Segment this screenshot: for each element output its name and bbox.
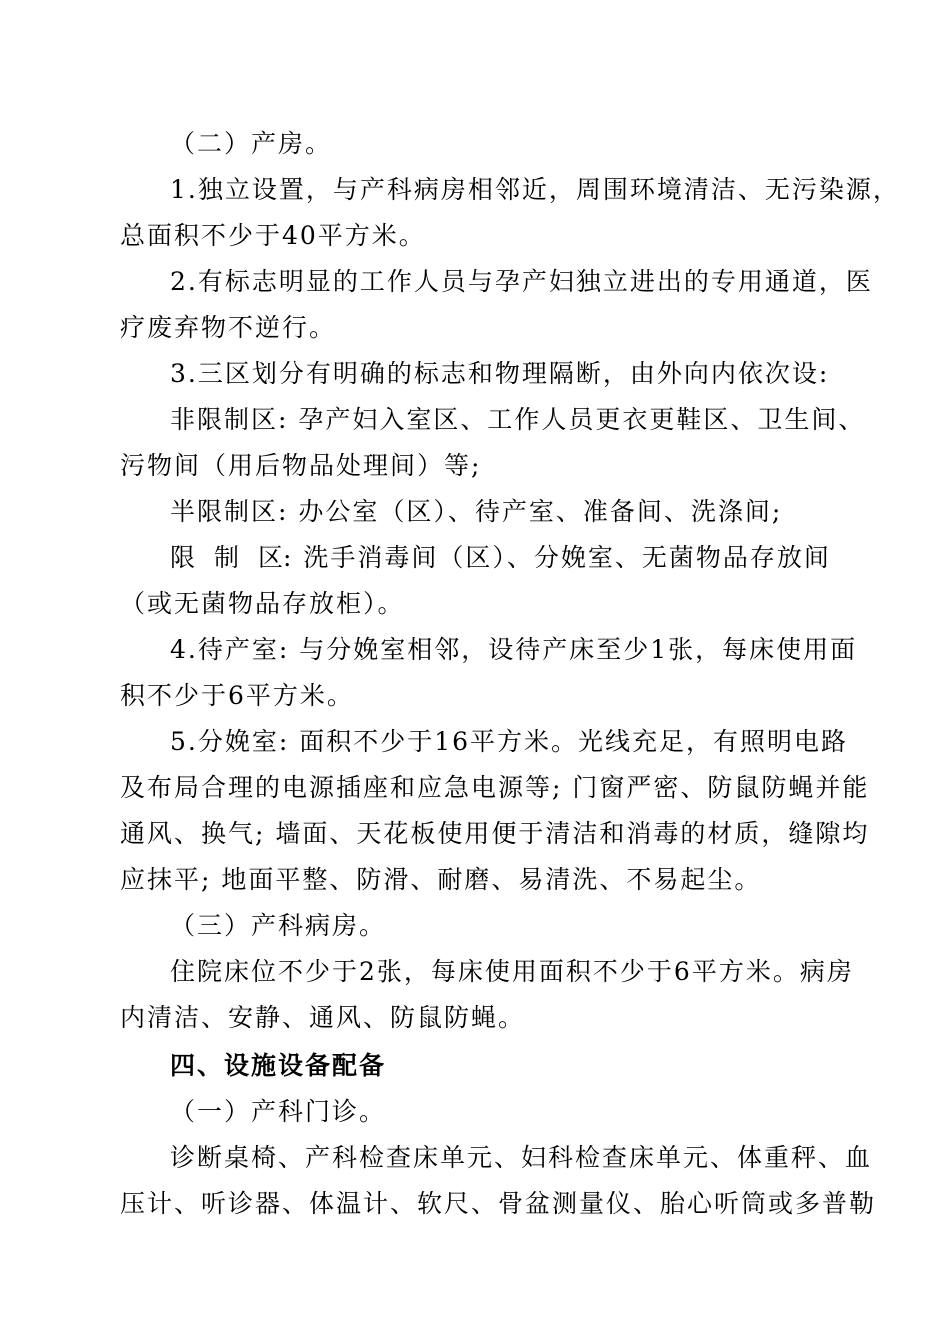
paragraph-line: 3.三区划分有明确的标志和物理隔断，由外向内依次设:: [170, 359, 830, 388]
paragraph-line: 及布局合理的电源插座和应急电源等; 门窗严密、防鼠防蝇并能: [120, 773, 870, 802]
paragraph-line: （或无菌物品存放柜）。: [120, 589, 405, 618]
chapter-heading-equipment: 四、设施设备配备: [170, 1051, 387, 1080]
section-heading-obstetric-ward: （三）产科病房。: [170, 911, 387, 940]
paragraph-line: 2.有标志明显的工作人员与孕产妇独立进出的专用通道，医: [170, 267, 873, 296]
paragraph-line: 总面积不少于40平方米。: [120, 221, 426, 250]
paragraph-line: 积不少于6平方米。: [120, 681, 354, 710]
paragraph-line: 5.分娩室: 面积不少于16平方米。光线充足，有照明电路: [170, 727, 849, 756]
restricted-zone-text: : 洗手消毒间（区）、分娩室、无菌物品存放间: [283, 543, 831, 572]
paragraph-line-restricted-zone: [170, 542, 831, 574]
section-heading-outpatient: （一）产科门诊。: [170, 1097, 387, 1126]
paragraph-line: 内清洁、安静、通风、防鼠防蝇。: [120, 1003, 526, 1032]
paragraph-line: 疗废弃物不逆行。: [120, 313, 337, 342]
restricted-zone-label: 限制区: [170, 543, 303, 572]
paragraph-line: 通风、换气; 墙面、天花板使用便于清洁和消毒的材质，缝隙均: [120, 819, 870, 848]
section-heading-delivery-room: （二）产房。: [170, 129, 333, 158]
paragraph-line: 半限制区: 办公室（区）、待产室、准备间、洗涤间;: [170, 497, 783, 526]
paragraph-line: 1.独立设置，与产科病房相邻近，周围环境清洁、无污染源，: [170, 175, 900, 204]
paragraph-line: 污物间（用后物品处理间）等;: [120, 451, 482, 480]
paragraph-line: 非限制区: 孕产妇入室区、工作人员更衣更鞋区、卫生间、: [170, 405, 866, 434]
paragraph-line: 压计、听诊器、体温计、软尺、骨盆测量仪、胎心听筒或多普勒: [120, 1189, 877, 1218]
paragraph-line: 诊断桌椅、产科检查床单元、妇科检查床单元、体重秤、血: [170, 1143, 873, 1172]
paragraph-line: 4.待产室: 与分娩室相邻，设待产床至少1张，每床使用面: [170, 635, 858, 664]
paragraph-line: 应抹平; 地面平整、防滑、耐磨、易清洗、不易起尘。: [120, 865, 762, 894]
paragraph-line: 住院床位不少于2张，每床使用面积不少于6平方米。病房: [170, 957, 854, 986]
